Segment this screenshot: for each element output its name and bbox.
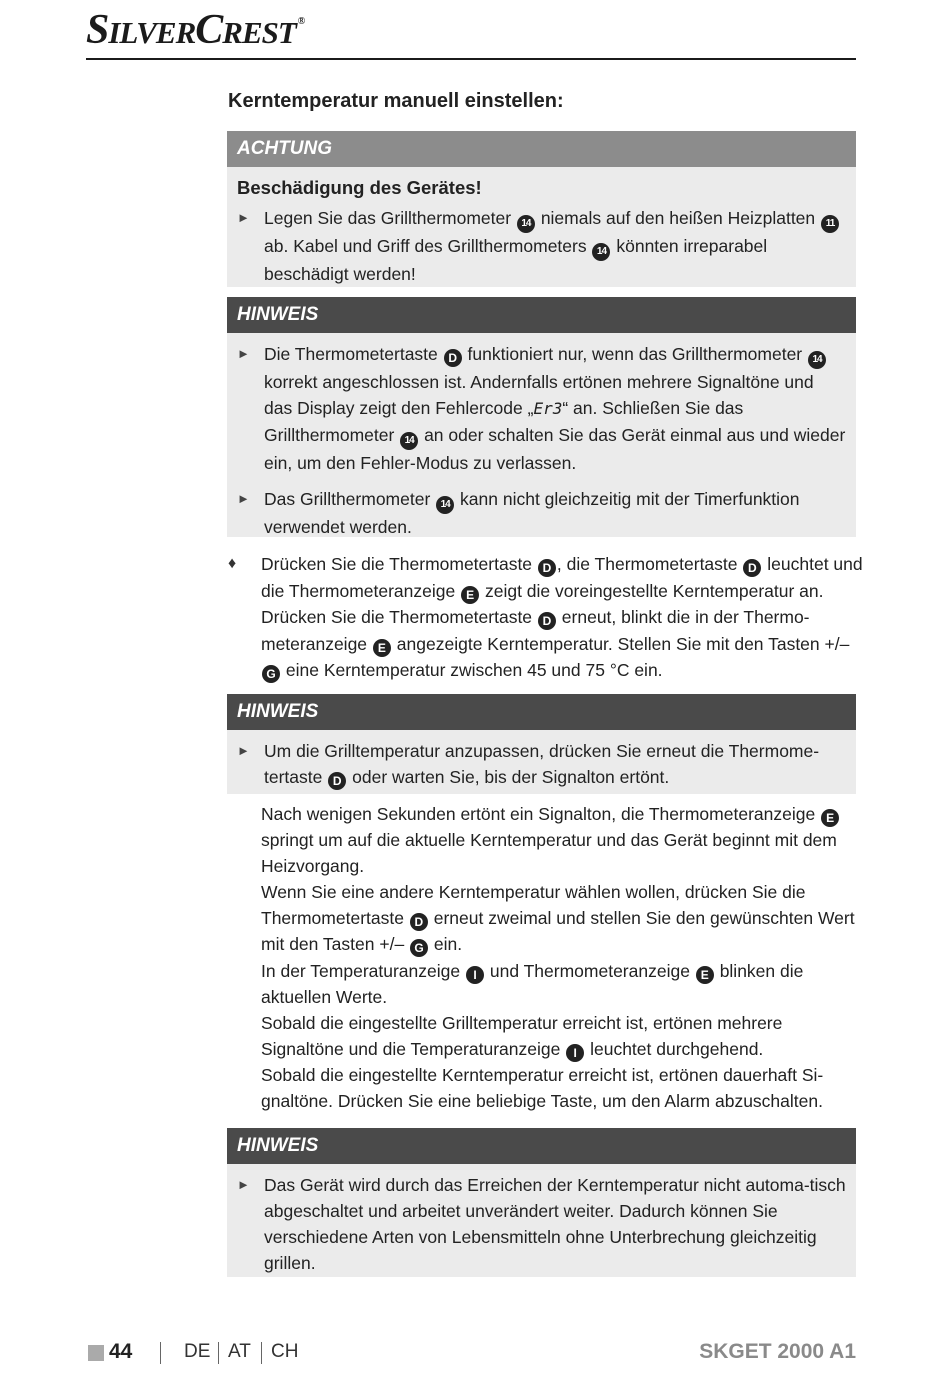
part-letter-d: D — [538, 612, 556, 630]
paragraph: Nach wenigen Sekunden ertönt ein Signalton, die Thermometeranzeige E springt um auf die aktuelle Kerntemperatur und das Gerät beginnt mit dem Heizvorgang. — [261, 801, 861, 879]
hinweis-box-3 — [227, 1128, 856, 1277]
arrow-bullet-icon: ► — [237, 346, 250, 361]
part-number-14: 14 — [808, 351, 826, 369]
paragraph: In der Temperaturanzeige I und Thermometeranzeige E blinken die aktuellen Werte. — [261, 960, 804, 1007]
instruction-step: ♦ Drücken Sie die Thermometertaste D , die Thermometertaste D leuchtet und die Thermometeranzeige E zeigt die voreingestellte Kerntemperatur an. Drücken Sie die Thermometertaste D erneut, blinkt die in der Thermo-meteranzeige E angezeigte Kerntemperatur. Stellen Sie mit den Tasten +/– G eine Kerntemperatur zwischen 45 und 75 °C ein. — [228, 551, 863, 684]
part-letter-i: I — [466, 966, 484, 984]
list-item: ► Das Gerät wird durch das Erreichen der Kerntemperatur nicht automa-tisch abgeschaltet und arbeitet unverändert weiter. Dadurch können Sie verschiedene Arten von Lebensmitteln ohne Unterbrechung gleichzeitig grillen. — [237, 1172, 846, 1276]
part-letter-e: E — [821, 809, 839, 827]
brand-logo: SILVERCREST ® — [86, 7, 305, 53]
hinweis-box-2 — [227, 694, 856, 794]
divider — [160, 1342, 161, 1364]
list-item: ► Um die Grilltemperatur anzupassen, drücken Sie erneut die Thermome-tertaste D oder warten Sie, bis der Signalton ertönt. — [237, 738, 846, 790]
section-title: Kerntemperatur manuell einstellen: — [228, 90, 564, 112]
language-at: AT — [228, 1341, 251, 1362]
warning-title: Beschädigung des Gerätes! — [237, 177, 482, 198]
paragraph: Sobald die eingestellte Kerntemperatur erreicht ist, ertönen dauerhaft Si-gnaltöne. Drücken Sie eine beliebige Taste, um den Alarm abzuschalten. — [261, 1064, 824, 1112]
part-number-14: 14 — [436, 496, 454, 514]
model-name: SKGET 2000 A1 — [699, 1340, 856, 1363]
part-letter-e: E — [373, 639, 391, 657]
page-number: 44 — [109, 1340, 133, 1363]
part-letter-d: D — [538, 559, 556, 577]
list-item: ► Die Thermometertaste D funktioniert nur, wenn das Grillthermometer 14 korrekt angeschlossen ist. Andernfalls ertönen mehrere Signaltöne und das Display zeigt den Fehlercode „Er3“ an. Schließen Sie das Grillthermometer 14 an oder schalten Sie das Gerät einmal aus und wieder ein, um den Fehler-Modus zu verlassen. — [237, 341, 846, 476]
error-code: Er3 — [533, 399, 563, 418]
achtung-box — [227, 131, 856, 287]
paragraph: Sobald die eingestellte Grilltemperatur erreicht ist, ertönen mehrere Signaltöne und die Temperaturanzeige I leuchtet durchgehend. — [261, 1012, 783, 1060]
diamond-bullet-icon: ♦ — [228, 555, 237, 572]
paragraph: Wenn Sie eine andere Kerntemperatur wählen wollen, drücken Sie die Thermometertaste D erneut zweimal und stellen Sie den gewünschten Wert mit den Tasten +/– G ein. — [261, 882, 855, 956]
hinweis-label: HINWEIS — [227, 1128, 856, 1164]
part-letter-i: I — [566, 1044, 584, 1062]
part-letter-d: D — [444, 349, 462, 367]
part-letter-d: D — [328, 772, 346, 790]
arrow-bullet-icon: ► — [237, 1177, 250, 1192]
list-item: ► Das Grillthermometer 14 kann nicht gleichzeitig mit der Timerfunktion verwendet werden. — [237, 486, 846, 540]
hinweis-label: HINWEIS — [227, 297, 856, 333]
arrow-bullet-icon: ► — [237, 210, 250, 225]
part-number-14: 14 — [517, 215, 535, 233]
header-divider — [86, 58, 856, 60]
arrow-bullet-icon: ► — [237, 743, 250, 758]
divider — [218, 1342, 219, 1364]
part-letter-e: E — [696, 966, 714, 984]
divider — [261, 1342, 262, 1364]
hinweis-label: HINWEIS — [227, 694, 856, 730]
part-number-14: 14 — [592, 243, 610, 261]
part-letter-d: D — [410, 913, 428, 931]
hinweis-box-1 — [227, 297, 856, 537]
part-letter-g: G — [262, 665, 280, 683]
part-number-14: 14 — [400, 432, 418, 450]
page-footer — [86, 1340, 856, 1370]
list-item: ► Legen Sie das Grillthermometer 14 niemals auf den heißen Heizplatten 11 ab. Kabel und Griff des Grillthermometers 14 könnten irreparabel beschädigt werden! — [237, 205, 846, 287]
part-number-11: 11 — [821, 215, 839, 233]
achtung-label: ACHTUNG — [227, 131, 856, 167]
part-letter-d: D — [743, 559, 761, 577]
part-letter-e: E — [461, 586, 479, 604]
part-letter-g: G — [410, 939, 428, 957]
language-ch: CH — [271, 1341, 299, 1362]
body-text — [261, 801, 861, 1114]
language-de: DE — [184, 1341, 211, 1362]
square-marker-icon — [88, 1345, 104, 1361]
arrow-bullet-icon: ► — [237, 491, 250, 506]
